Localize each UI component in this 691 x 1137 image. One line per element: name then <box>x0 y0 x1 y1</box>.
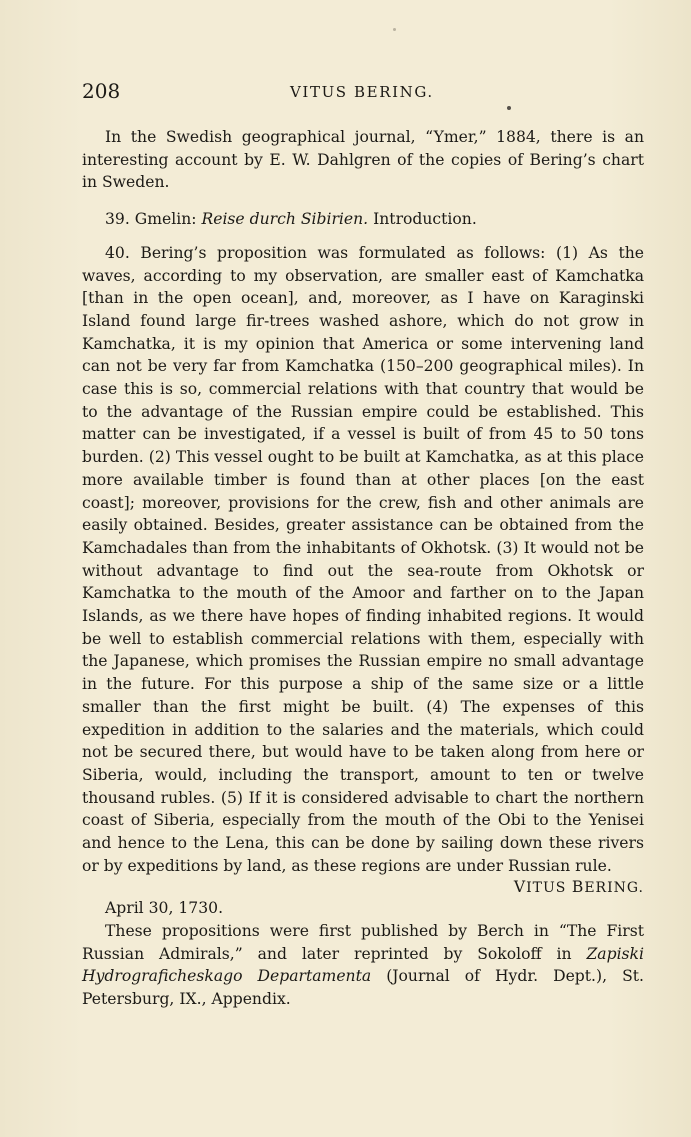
note-39-prefix: 39. Gmelin: <box>105 210 202 229</box>
publication-suffix: (Journal of Hydr. Dept.), St. Petersburg, IX., Appendix. <box>82 967 644 1009</box>
signature-initial-v: V <box>513 877 527 896</box>
publication-title: Zapiski Hydrograficheskago Departamenta <box>82 944 644 986</box>
scan-speck <box>393 28 396 31</box>
running-head: VITUS BERING. <box>290 83 434 101</box>
date-line: April 30, 1730. <box>105 899 224 918</box>
signature-initial-b: B <box>571 877 585 896</box>
note-39-title: Reise durch Sibirien. <box>201 210 369 229</box>
ink-dot <box>507 106 511 110</box>
page-header <box>82 80 644 104</box>
note-40: 40. Bering’s proposition was formulated as follows: (1) As the waves, according to my observation, are smaller east of Kamchatka [than in the open ocean], and, moreover, as I have on Karaginski Island found large fir-trees washed ashore, which do not grow in Kamchatka, it is my opinion that America or some intervening land can not be very far from Kamchatka (150–200 geographical miles). In case this is so, commercial relations with that country that would be to the advantage of the Russian empire could be established. This matter can be investigated, if a vessel is built of from 45 to 50 tons burden. (2) This vessel ought to be built at Kamchatka, as at this place more available timber is found than at other places [on the east coast]; moreover, provisions for the crew, fish and other animals are easily obtained. Besides, greater assistance can be obtained from the Kamchadales than from the inhabitants of Okhotsk. (3) It would not be without advantage to find out the sea-route from Okhotsk or Kamchatka to the mouth of the Amoor and farther on to the Japan Islands, as we there have hopes of finding inhabited regions. It would be well to establish commercial relations with them, especially with the Japanese, which promises the Russian empire no small advantage in the future. For this purpose a ship of the same size or a little smaller than the first might be built. (4) The expenses of this expedition in addition to the salaries and the materials, which could not be secured there, but would have to be taken along from here or Siberia, would, including the transport, amount to ten or twelve thousand rubles. (5) If it is considered advisable to chart the northern coast of Siberia, especially from the mouth of the Obi to the Yenisei and hence to the Lena, this can be done by sailing down these rivers or by expeditions by land, as these regions are under Russian rule. <box>82 243 644 875</box>
signature-last-rest: ERING. <box>584 879 644 896</box>
publication-prefix: These propositions were first published by Berch in “The First Russian Admirals,” and later reprinted by Sokoloff in <box>82 921 644 963</box>
signature-first-rest: ITUS <box>526 879 572 896</box>
page-body <box>82 126 644 1011</box>
paragraph-publication-note <box>82 920 644 1011</box>
note-39-suffix: Introduction. <box>368 210 477 229</box>
paragraph-ymer-note: In the Swedish geographical journal, “Ymer,” 1884, there is an interesting account by E. W. Dahlgren of the copies of Bering’s chart in Sweden. <box>82 128 644 192</box>
note-39 <box>82 208 644 231</box>
page-number: 208 <box>82 79 121 103</box>
signature <box>82 876 644 900</box>
